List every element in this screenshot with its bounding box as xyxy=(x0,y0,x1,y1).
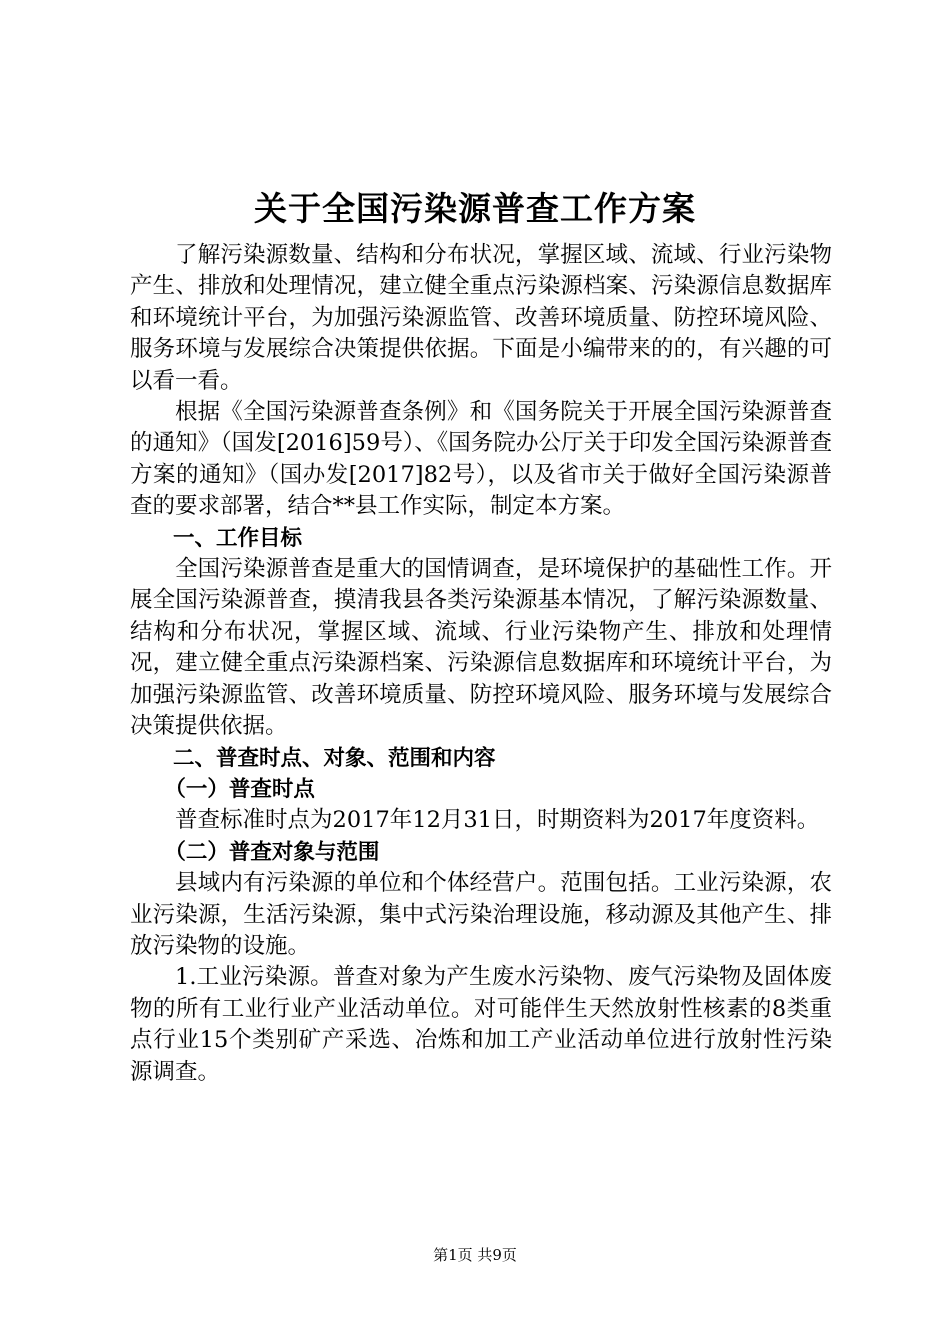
basis-paragraph: 根据《全国污染源普查条例》和《国务院关于开展全国污染源普查的通知》（国发[2016]59号）、《国务院办公厅关于印发全国污染源普查方案的通知》（国办发[2017]82号），以及省市关于做好全国污染源普查的要求部署，结合**县工作实际，制定本方案。 xyxy=(130,399,832,520)
industrial-source-paragraph: 1.工业污染源。普查对象为产生废水污染物、废气污染物及固体废物的所有工业行业产业活动单位。对可能伴生天然放射性核素的8类重点行业15个类别矿产采选、冶炼和加工产业活动单位进行放射性污染源调查。 xyxy=(130,964,832,1085)
section-heading-goals: 一、工作目标 xyxy=(173,525,303,551)
section-heading-scope: 二、普查时点、对象、范围和内容 xyxy=(173,745,496,771)
page-number-footer: 第1页 共9页 xyxy=(433,1246,517,1264)
goals-paragraph: 全国污染源普查是重大的国情调查，是环境保护的基础性工作。开展全国污染源普查，摸清我县各类污染源基本情况，了解污染源数量、结构和分布状况，掌握区域、流域、行业污染物产生、排放和处理情况，建立健全重点污染源档案、污染源信息数据库和环境统计平台，为加强污染源监管、改善环境质量、防控环境风险、服务环境与发展综合决策提供依据。 xyxy=(130,556,832,740)
objects-paragraph: 县域内有污染源的单位和个体经营户。范围包括。工业污染源，农业污染源，生活污染源，集中式污染治理设施，移动源及其他产生、排放污染物的设施。 xyxy=(130,870,832,959)
document-title: 关于全国污染源普查工作方案 xyxy=(254,189,696,228)
subsection-heading-objects: （二）普查对象与范围 xyxy=(164,839,380,865)
time-paragraph: 普查标准时点为2017年12月31日，时期资料为2017年度资料。 xyxy=(175,807,820,834)
intro-paragraph: 了解污染源数量、结构和分布状况，掌握区域、流域、行业污染物产生、排放和处理情况，建立健全重点污染源档案、污染源信息数据库和环境统计平台，为加强污染源监管、改善环境质量、防控环境风险、服务环境与发展综合决策提供依据。下面是小编带来的的，有兴趣的可以看一看。 xyxy=(130,242,832,394)
subsection-heading-time: （一）普查时点 xyxy=(164,776,315,802)
document-body xyxy=(130,240,832,1088)
